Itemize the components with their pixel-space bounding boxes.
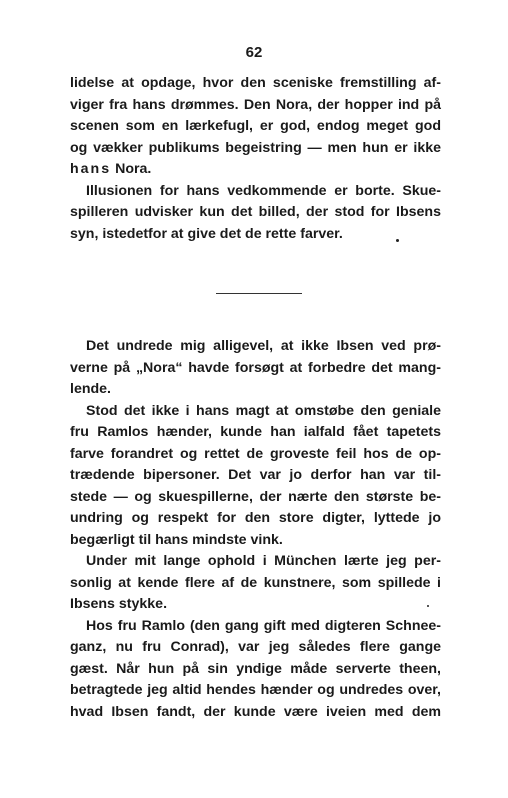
text-line: fru Ramlos hænder, kunde han ialfald fået tapetets xyxy=(70,424,441,440)
paragraph xyxy=(70,181,441,246)
text-line: trædende bipersoner. Det var jo derfor han var til- xyxy=(70,467,441,483)
text-line: undring og respekt for den store digter, lyttede jo xyxy=(70,510,441,526)
text-line: stede — og skuespillerne, der nærte den største be- xyxy=(70,488,441,505)
text-line: farve forandret og rettet de groveste feil hos de op- xyxy=(70,445,441,462)
text-line: lidelse at opdage, hvor den sceniske fremstilling af- xyxy=(70,75,441,91)
page-number: 62 xyxy=(245,44,263,61)
text-line: Det undrede mig alligevel, at ikke Ibsen ved prø- xyxy=(86,338,441,354)
text-line: viger fra hans drømmes. Den Nora, der hopper ind på xyxy=(70,96,441,113)
paragraph xyxy=(70,401,441,552)
text-line: verne på „Nora“ havde forsøgt at forbedre det mang- xyxy=(70,359,441,376)
text-line: gæst. Når hun på sin yndige måde serverte theen, xyxy=(70,660,441,677)
section-divider xyxy=(216,293,302,294)
text-line: sonlig at kende flere af de kunstnere, som spillede i xyxy=(70,574,441,591)
ink-speck xyxy=(396,239,399,242)
text-line: Under mit lange ophold i München lærte jeg per- xyxy=(86,553,441,569)
paragraph xyxy=(70,336,441,401)
text-line: scenen som en lærkefugl, er god, endog meget god xyxy=(70,118,441,134)
ink-speck xyxy=(427,605,429,607)
text-line: Ibsens stykke. xyxy=(70,596,168,612)
paragraph xyxy=(70,551,441,616)
text-line: Hos fru Ramlo (den gang gift med digteren Schnee- xyxy=(86,617,441,634)
text-line xyxy=(70,159,441,181)
upper-text-block xyxy=(70,73,441,245)
text-line: ganz, nu fru Conrad), var jeg således flere gange xyxy=(70,639,441,655)
lower-text-block xyxy=(70,336,441,723)
text-line: spilleren udvisker kun det billed, der stod for Ibsens xyxy=(70,204,441,220)
paragraph xyxy=(70,616,441,724)
text-line: syn, istedetfor at give det de rette farver. xyxy=(70,225,343,242)
text-line: lende. xyxy=(70,381,111,397)
text-line: hvad Ibsen fandt, der kunde være iveien med dem xyxy=(70,703,441,720)
paragraph xyxy=(70,73,441,181)
text-line: Stod det ikke i hans magt at omstøbe den geniale xyxy=(86,402,441,419)
text-line: betragtede jeg altid hendes hænder og undredes over, xyxy=(70,682,441,698)
text-line: Illusionen for hans vedkommende er borte. Skue- xyxy=(86,182,441,199)
text-fragment: Nora. xyxy=(111,161,152,177)
spaced-word: hans xyxy=(70,161,112,177)
text-line: begærligt til hans mindste vink. xyxy=(70,531,283,548)
text-line: og vækker publikums begeistring — men hun er ikke xyxy=(70,139,441,156)
